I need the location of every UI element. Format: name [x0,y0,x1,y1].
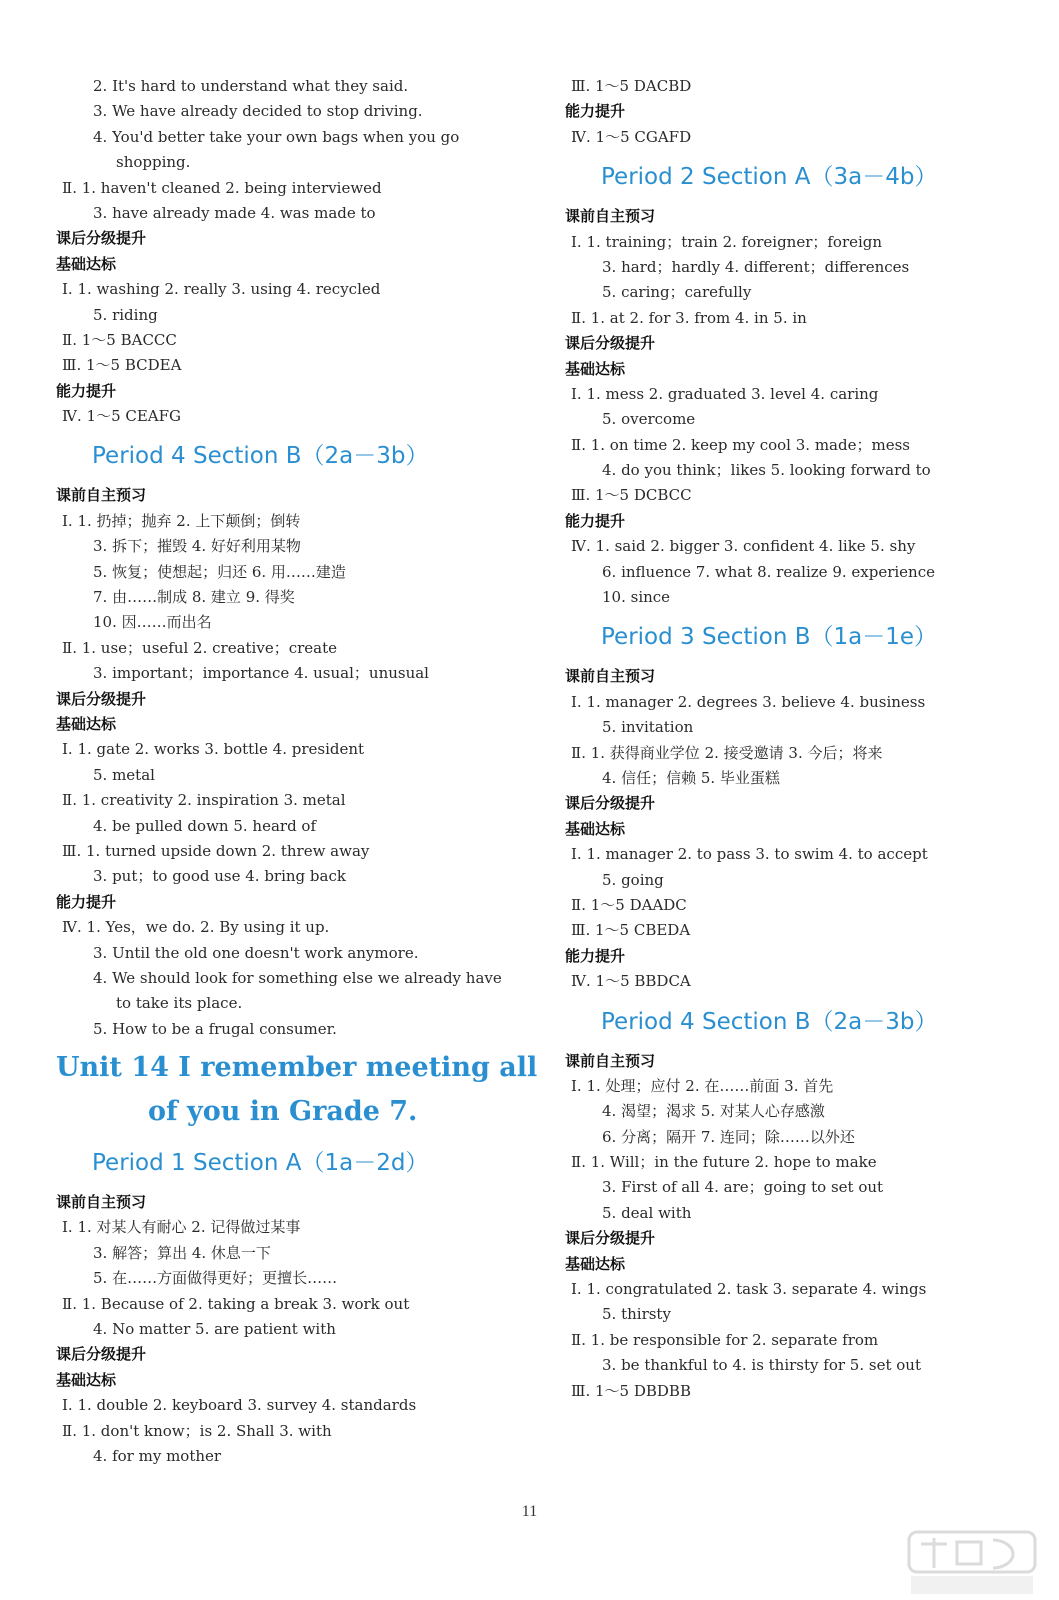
page-number: 11 [521,1503,538,1520]
section-label: 基础达标 [565,819,626,838]
answer-line: 3. Until the old one doesn't work anymore. [93,943,419,962]
answer-line: 4. do you think；likes 5. looking forward to [602,461,931,480]
answer-line: Ⅰ. 1. gate 2. works 3. bottle 4. president [62,740,365,759]
section-label: 能力提升 [565,102,626,121]
answer-line: 5. thirsty [602,1305,671,1324]
section-label: 课前自主预习 [565,207,656,226]
answer-line: 5. 在……方面做得更好；更擅长…… [93,1269,338,1288]
answer-line: 4. We should look for something else we already have [93,968,502,987]
answer-line: Ⅲ. 1～5 DBDBB [571,1381,691,1400]
answer-line: 10. since [602,588,671,607]
section-label: 能力提升 [56,381,117,400]
answer-line: 3. have already made 4. was made to [93,203,376,222]
answer-line: 2. It's hard to understand what they said. [93,77,409,95]
answer-line: Ⅰ. 1. 对某人有耐心 2. 记得做过某事 [62,1218,301,1237]
watermark-logo [907,1530,1037,1596]
answer-line: Ⅰ. 1. mess 2. graduated 3. level 4. caring [571,384,879,403]
answer-line: Ⅱ. 1. Because of 2. taking a break 3. work out [62,1294,410,1313]
answer-line: Ⅱ. 1. don't know；is 2. Shall 3. with [62,1421,332,1440]
answer-line: 3. important；importance 4. usual；unusual [93,664,429,683]
answer-line: 5. How to be a frugal consumer. [93,1019,337,1038]
answer-line: Ⅳ. 1～5 CGAFD [571,127,692,146]
answer-line: Ⅱ. 1. be responsible for 2. separate from [571,1330,879,1349]
section-label: 课前自主预习 [56,486,147,505]
answer-line: 3. put；to good use 4. bring back [93,867,346,886]
answer-line: shopping. [116,153,191,172]
answer-line: Ⅰ. 1. congratulated 2. task 3. separate 4. wings [571,1280,927,1299]
period-heading: Period 3 Section B（1a－1e） [601,624,938,651]
answer-line: 4. be pulled down 5. heard of [93,816,317,835]
answer-line: 3. 拆下；摧毁 4. 好好利用某物 [93,537,301,556]
period-heading: Period 2 Section A（3a－4b） [601,164,938,191]
answer-line: Ⅰ. 1. double 2. keyboard 3. survey 4. standards [62,1396,417,1415]
answer-line: Ⅱ. 1. Will；in the future 2. hope to make [571,1153,877,1172]
answer-line: Ⅳ. 1～5 CEAFG [62,407,182,426]
answer-line: 5. overcome [602,410,696,429]
answer-line: Ⅰ. 1. 处理；应付 2. 在……前面 3. 首先 [571,1076,834,1095]
answer-line: 4. No matter 5. are patient with [93,1320,336,1339]
answer-line: 3. First of all 4. are；going to set out [602,1178,884,1197]
section-label: 基础达标 [565,359,626,378]
answer-line: Ⅲ. 1. turned upside down 2. threw away [62,841,370,860]
section-label: 基础达标 [56,254,117,273]
answer-line: Ⅰ. 1. manager 2. degrees 3. believe 4. business [571,692,926,711]
answer-line: 5. riding [93,305,158,324]
section-label: 基础达标 [56,1370,117,1389]
section-label: 课后分级提升 [56,1345,147,1364]
answer-line: Ⅳ. 1. Yes，we do. 2. By using it up. [62,918,330,937]
unit-title [56,1042,538,1136]
answer-line: Ⅲ. 1～5 CBEDA [571,921,691,940]
answer-line: Ⅲ. 1～5 DCBCC [571,486,692,505]
answer-line: 5. caring；carefully [602,283,752,302]
left-column [56,74,538,1469]
answer-line: Ⅰ. 1. 扔掉；抛弃 2. 上下颠倒；倒转 [62,511,301,530]
answer-line: 3. hard；hardly 4. different；differences [602,257,910,276]
answer-line: Ⅰ. 1. washing 2. really 3. using 4. recycled [62,280,381,299]
answer-line: 5. deal with [602,1203,692,1222]
answer-line: Ⅲ. 1～5 BCDEA [62,356,182,375]
section-label: 基础达标 [56,714,117,733]
answer-line: 3. be thankful to 4. is thirsty for 5. set out [602,1356,921,1375]
section-label: 能力提升 [565,946,626,965]
answer-line: Ⅳ. 1～5 BBDCA [571,972,691,991]
answer-line: Ⅱ. 1～5 BACCC [62,330,177,349]
section-label: 课前自主预习 [565,667,656,686]
section-label: 课前自主预习 [565,1051,656,1070]
answer-line: 3. We have already decided to stop driving. [93,102,423,121]
answer-line: Ⅰ. 1. training；train 2. foreigner；foreign [571,232,883,251]
answer-line: 6. influence 7. what 8. realize 9. experience [602,562,935,581]
answer-line: Ⅲ. 1～5 DACBD [571,77,692,95]
period-heading: Period 4 Section B（2a－3b） [601,1008,938,1035]
section-label: 课后分级提升 [56,229,147,248]
section-label: 能力提升 [565,511,626,530]
unit-title-line: Unit 14 I remember meeting all [56,1052,538,1084]
section-label: 基础达标 [565,1254,626,1273]
answer-line: 5. invitation [602,718,694,737]
right-column [565,74,1005,1404]
answer-line: 4. 渴望；渴求 5. 对某人心存感激 [602,1102,825,1121]
answer-line: 6. 分离；隔开 7. 连同；除……以外还 [602,1127,855,1146]
section-label: 课前自主预习 [56,1193,147,1212]
answer-line: 5. going [602,870,664,889]
period-heading: Period 4 Section B（2a－3b） [92,443,429,470]
answer-line: 4. for my mother [93,1446,222,1465]
answer-line: 5. 恢复；使想起；归还 6. 用……建造 [93,562,346,581]
unit-title-line: of you in Grade 7. [148,1096,418,1128]
answer-line: Ⅱ. 1. use；useful 2. creative；create [62,638,338,657]
answer-line: 5. metal [93,765,155,784]
answer-line: Ⅱ. 1. at 2. for 3. from 4. in 5. in [571,308,807,327]
answer-line: Ⅱ. 1. 获得商业学位 2. 接受邀请 3. 今后；将来 [571,743,883,762]
answer-line: Ⅱ. 1～5 DAADC [571,895,687,914]
answer-line: 7. 由……制成 8. 建立 9. 得奖 [93,588,295,607]
answer-line: Ⅱ. 1. haven't cleaned 2. being interviewed [62,178,382,197]
section-label: 课后分级提升 [565,334,656,353]
section-label: 能力提升 [56,892,117,911]
answer-line: 4. 信任；信赖 5. 毕业蛋糕 [602,768,780,787]
answer-line: Ⅱ. 1. on time 2. keep my cool 3. made；mess [571,435,910,454]
answer-line: 10. 因……而出名 [93,613,212,632]
answer-line: Ⅱ. 1. creativity 2. inspiration 3. metal [62,791,346,810]
answer-line: 3. 解答；算出 4. 休息一下 [93,1243,271,1262]
period-heading: Period 1 Section A（1a－2d） [92,1150,429,1177]
answer-line: Ⅰ. 1. manager 2. to pass 3. to swim 4. to accept [571,845,928,864]
section-label: 课后分级提升 [565,1229,656,1248]
section-label: 课后分级提升 [56,689,147,708]
answer-line: to take its place. [116,994,243,1013]
section-label: 课后分级提升 [565,794,656,813]
answer-line: 4. You'd better take your own bags when you go [93,127,460,146]
answer-line: Ⅳ. 1. said 2. bigger 3. confident 4. like 5. shy [571,537,916,556]
